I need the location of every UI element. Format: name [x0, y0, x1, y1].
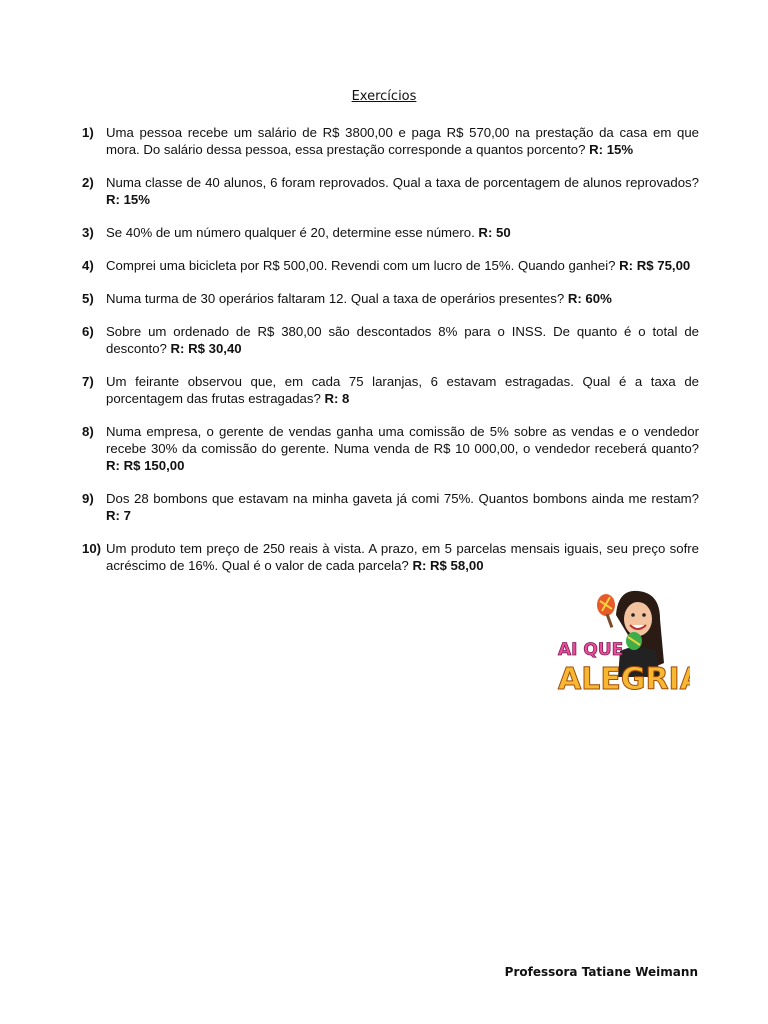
exercise-answer: R: R$ 58,00: [412, 558, 484, 573]
exercise-number: 6): [82, 324, 94, 339]
exercise-answer: R: 50: [478, 225, 511, 240]
sticker-line1: AI QUE: [558, 640, 624, 660]
exercise-number: 9): [82, 491, 94, 506]
exercise-text: Numa turma de 30 operários faltaram 12. Qual a taxa de operários presentes?: [106, 291, 565, 306]
sticker-line2: ALEGRIA: [558, 662, 690, 697]
exercise-text: Numa classe de 40 alunos, 6 foram reprovados. Qual a taxa de porcentagem de alunos reprovados?: [106, 175, 699, 190]
exercise-answer: R: 60%: [567, 291, 612, 306]
exercise-answer: R: 15%: [589, 142, 634, 157]
exercise-item: [82, 124, 699, 158]
exercise-item: [82, 373, 699, 407]
exercise-answer: R: 8: [324, 391, 350, 406]
exercise-list: [82, 124, 699, 590]
exercise-text: Um produto tem preço de 250 reais à vista. A prazo, em 5 parcelas mensais iguais, seu preço sofre acréscimo de 16%. Qual é o valor de cada parcela?: [106, 541, 699, 573]
exercise-number: 4): [82, 258, 94, 273]
exercise-answer: R: R$ 150,00: [106, 458, 185, 473]
exercise-item: [82, 323, 699, 357]
exercise-number: 10): [82, 541, 102, 556]
exercise-number: 3): [82, 225, 94, 240]
exercise-answer: R: 7: [106, 508, 131, 523]
exercise-item: [82, 540, 699, 574]
exercise-number: 1): [82, 125, 94, 140]
exercise-answer: R: R$ 75,00: [619, 258, 691, 273]
exercise-item: [82, 423, 699, 474]
exercise-text: Uma pessoa recebe um salário de R$ 3800,00 e paga R$ 570,00 na prestação da casa em que mora. Do salário dessa pessoa, essa prestação corresponde a quantos porcento?: [106, 125, 699, 157]
page-title: Exercícios: [351, 89, 417, 104]
exercise-answer: R: R$ 30,40: [170, 341, 242, 356]
exercise-text: Dos 28 bombons que estavam na minha gaveta já comi 75%. Quantos bombons ainda me restam?: [106, 491, 699, 506]
exercise-item: [82, 257, 699, 274]
footer-author: Professora Tatiane Weimann: [504, 965, 698, 979]
exercise-number: 2): [82, 175, 94, 190]
exercise-number: 5): [82, 291, 94, 306]
avatar-illustration: [556, 585, 690, 697]
ai-que-alegria-sticker: [556, 585, 690, 697]
exercise-text: Numa empresa, o gerente de vendas ganha uma comissão de 5% sobre as vendas e o vendedor recebe 30% da comissão do gerente. Numa venda de R$ 10 000,00, o vendedor receberá quanto?: [106, 424, 699, 456]
exercise-number: 8): [82, 424, 94, 439]
exercise-number: 7): [82, 374, 94, 389]
exercise-item: [82, 174, 699, 208]
exercise-item: [82, 290, 699, 307]
exercise-text: Comprei uma bicicleta por R$ 500,00. Revendi com um lucro de 15%. Quando ganhei?: [106, 258, 616, 273]
exercise-item: [82, 490, 699, 524]
exercise-text: Se 40% de um número qualquer é 20, determine esse número.: [106, 225, 475, 240]
exercise-text: Sobre um ordenado de R$ 380,00 são descontados 8% para o INSS. De quanto é o total de desconto?: [106, 324, 699, 356]
exercise-answer: R: 15%: [106, 192, 150, 207]
exercise-item: [82, 224, 699, 241]
exercise-text: Um feirante observou que, em cada 75 laranjas, 6 estavam estragadas. Qual é a taxa de porcentagem das frutas estragadas?: [106, 374, 699, 406]
